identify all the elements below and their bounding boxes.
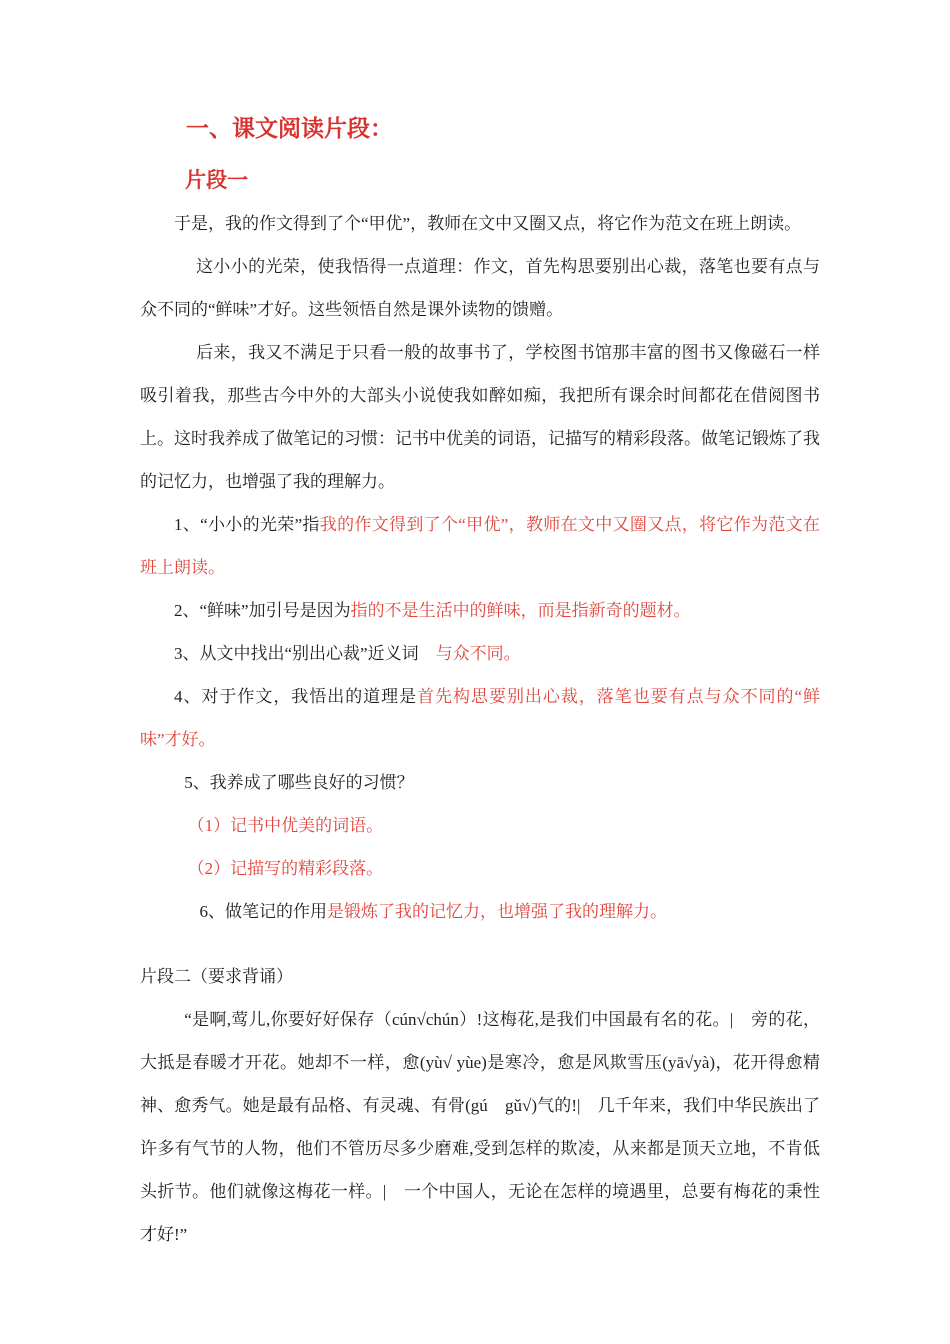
question-6-prompt: 6、做笔记的作用 bbox=[199, 902, 327, 921]
passage1-paragraph-2: 这小小的光荣，使我悟得一点道理：作文，首先构思要别出心裁，落笔也要有点与众不同的“鲜味”才好。这些领悟自然是课外读物的馈赠。 bbox=[140, 257, 820, 319]
question-2-answer: 指的不是生活中的鲜味，而是指新奇的题材。 bbox=[350, 601, 691, 620]
question-3-prompt: 3、从文中找出“别出心裁”近义词 bbox=[174, 644, 419, 663]
passage1-paragraph-1: 于是，我的作文得到了个“甲优”，教师在文中又圈又点，将它作为范文在班上朗读。 bbox=[174, 214, 802, 233]
section1-subheading: 片段一 bbox=[185, 168, 249, 192]
question-1-answer: 我的作文得到了个“甲优”，教师在文中又圈又点，将它作为范文在班上朗读。 bbox=[140, 515, 820, 577]
passage2-paragraph: “是啊,莺儿,你要好好保存（cún√chún）!这梅花,是我们中国最有名的花。| 旁的花，大抵是春暖才开花。她却不一样，愈(yù√ yùe)是寒冷，愈是风欺雪压(yā√yà)，花开得愈精神、愈秀气。她是最有品格、有灵魂、有骨(gú gǔ√)气的!| 几千年来，我们中华民族出了许多有气节的人物，他们不管历尽多少磨难,受到怎样的欺凌，从来都是顶天立地，不肯低头折节。他们就像这梅花一样。| 一个中国人，无论在怎样的境遇里，总要有梅花的秉性才好!” bbox=[140, 1010, 820, 1244]
question-2-prompt: 2、“鲜味”加引号是因为 bbox=[174, 601, 351, 620]
question-5 bbox=[140, 761, 820, 804]
question-4-answer: 首先构思要别出心裁，落笔也要有点与众不同的“鲜味”才好。 bbox=[140, 687, 820, 749]
question-4 bbox=[140, 675, 820, 761]
question-5-subanswer-2 bbox=[140, 847, 820, 890]
section1-heading: 一、课文阅读片段： bbox=[186, 116, 393, 141]
question-6-answer: 是锻炼了我的记忆力，也增强了我的理解力。 bbox=[327, 902, 667, 921]
question-5-subanswer-1 bbox=[140, 804, 820, 847]
question-3-answer: 与众不同。 bbox=[418, 644, 521, 663]
subanswer-2-text: （2）记描写的精彩段落。 bbox=[187, 859, 384, 878]
question-4-prompt: 4、对于作文，我悟出的道理是 bbox=[174, 687, 418, 706]
question-3 bbox=[140, 632, 820, 675]
question-1-prompt: 1、“小小的光荣”指 bbox=[174, 515, 320, 534]
question-2 bbox=[140, 589, 820, 632]
subanswer-1-text: （1）记书中优美的词语。 bbox=[187, 816, 384, 835]
question-1 bbox=[140, 503, 820, 589]
section2-heading: 片段二（要求背诵） bbox=[140, 967, 293, 986]
question-6 bbox=[140, 890, 820, 933]
passage1-paragraph-3: 后来，我又不满足于只看一般的故事书了，学校图书馆那丰富的图书又像磁石一样吸引着我，那些古今中外的大部头小说使我如醉如痴，我把所有课余时间都花在借阅图书上。这时我养成了做笔记的习惯：记书中优美的词语，记描写的精彩段落。做笔记锻炼了我的记忆力，也增强了我的理解力。 bbox=[140, 343, 820, 491]
question-5-prompt: 5、我养成了哪些良好的习惯？ bbox=[184, 773, 414, 792]
